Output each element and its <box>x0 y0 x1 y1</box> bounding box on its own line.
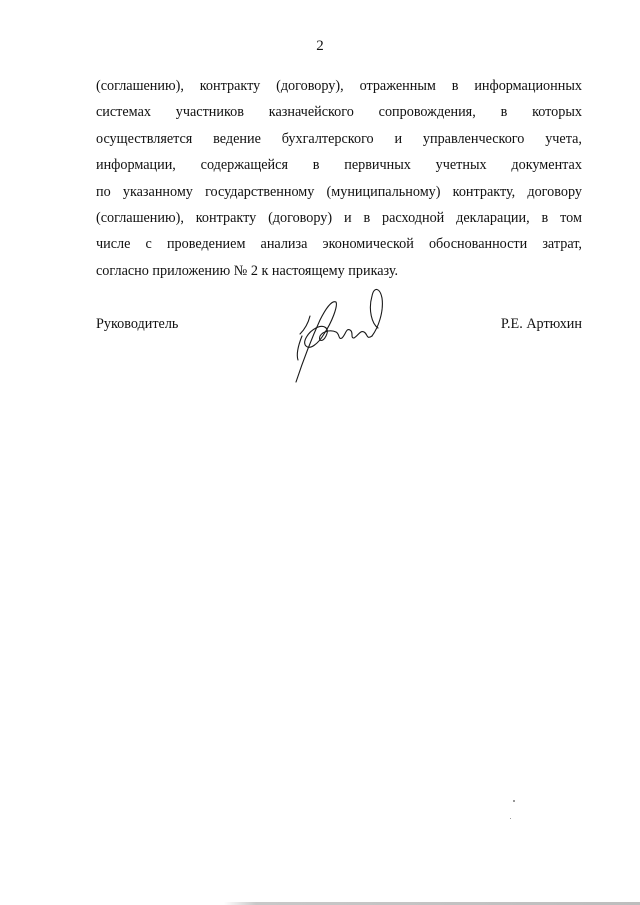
word: контракту, <box>452 183 516 200</box>
word: информации, <box>96 157 176 174</box>
word: учетных <box>435 157 487 174</box>
signatory-name: Р.Е. Артюхин <box>500 316 582 332</box>
word: (договору) <box>268 209 333 226</box>
word: (договору), <box>276 78 344 94</box>
word: договору <box>527 183 582 200</box>
word: (соглашению), <box>96 78 184 94</box>
paragraph-line <box>96 152 582 178</box>
scan-speck <box>513 800 515 802</box>
word: системах <box>96 104 151 121</box>
word: ведение <box>213 130 261 147</box>
paragraph-last-line: согласно приложению № 2 к настоящему приказу. <box>96 262 399 279</box>
word: сопровождения, <box>378 104 476 121</box>
word: том <box>560 209 582 226</box>
word: информационных <box>474 78 582 94</box>
word: (соглашению), <box>96 209 184 226</box>
word: в <box>500 104 508 121</box>
page-number: 2 <box>316 38 324 54</box>
word: расходной <box>382 209 445 226</box>
word: государственному <box>205 183 315 200</box>
word: которых <box>532 104 582 121</box>
word: и <box>394 130 403 147</box>
word: декларации, <box>456 209 530 226</box>
word: в <box>312 157 320 174</box>
word: документах <box>511 157 582 174</box>
word: экономической <box>322 236 414 253</box>
word: (муниципальному) <box>326 183 441 200</box>
word: по <box>96 183 111 200</box>
paragraph-line <box>96 73 582 99</box>
word: контракту <box>195 209 257 226</box>
paragraph-line <box>96 231 582 257</box>
word: затрат, <box>542 236 582 253</box>
word: управленческого <box>422 130 525 147</box>
word: указанному <box>122 183 193 200</box>
word: содержащейся <box>200 157 288 174</box>
word: участников <box>175 104 244 121</box>
word: в <box>541 209 549 226</box>
word: в <box>451 78 459 94</box>
word: первичных <box>344 157 411 174</box>
word: обоснованности <box>428 236 528 253</box>
word: и <box>343 209 352 226</box>
word: контракту <box>199 78 261 94</box>
word: числе <box>96 236 131 253</box>
word: в <box>363 209 371 226</box>
word: отраженным <box>359 78 436 94</box>
paragraph-line <box>96 126 582 152</box>
word: анализа <box>260 236 308 253</box>
word: казначейского <box>268 104 354 121</box>
paragraph-line <box>96 99 582 125</box>
word: проведением <box>166 236 246 253</box>
paragraph-line <box>96 205 582 231</box>
paragraph-line <box>96 179 582 205</box>
word: с <box>145 236 152 253</box>
word: учета, <box>545 130 582 147</box>
word: осуществляется <box>96 130 193 147</box>
word: бухгалтерского <box>281 130 374 147</box>
handwritten-signature <box>280 272 400 390</box>
scan-speck <box>510 818 511 819</box>
signatory-title: Руководитель <box>96 316 179 332</box>
body-paragraph <box>96 73 582 284</box>
